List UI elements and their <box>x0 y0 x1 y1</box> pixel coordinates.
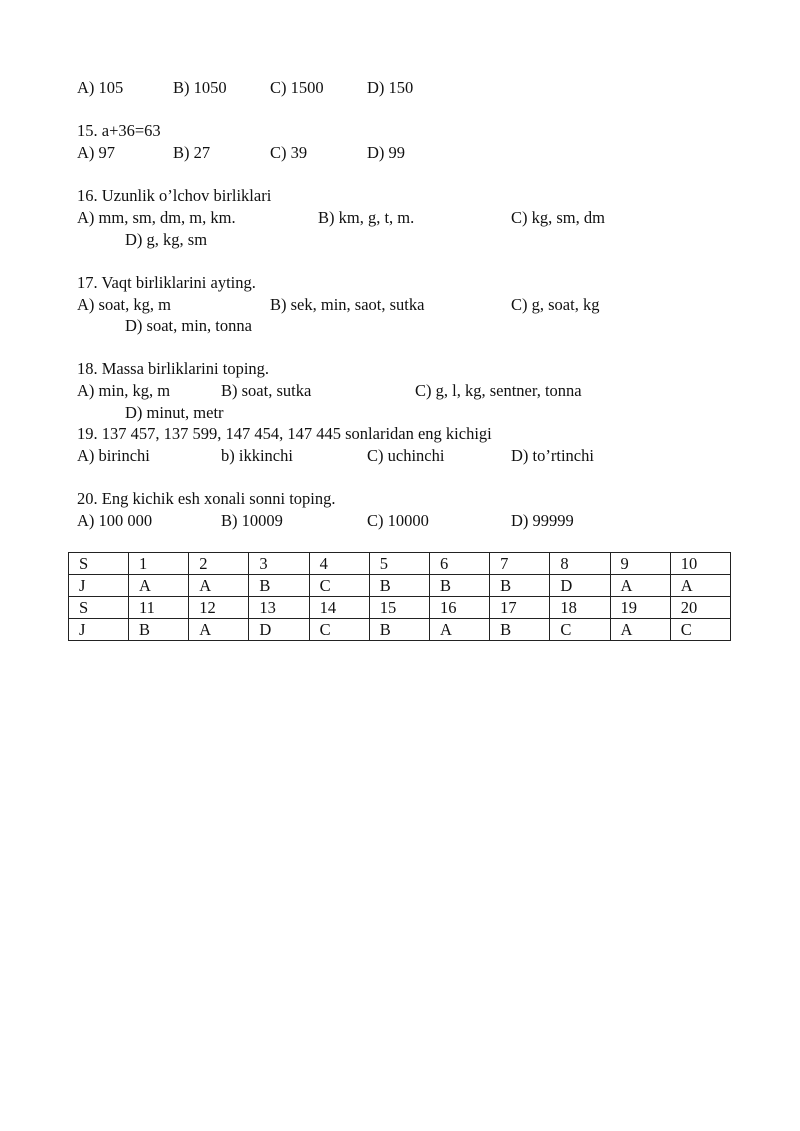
table-cell: 14 <box>309 597 369 619</box>
q18-option-a: A) min, kg, m <box>77 381 171 400</box>
table-cell: 11 <box>129 597 189 619</box>
q20-option-a: A) 100 000 <box>77 511 153 530</box>
table-cell: C <box>550 619 610 641</box>
table-cell: 7 <box>490 553 550 575</box>
table-cell: 5 <box>369 553 429 575</box>
table-cell: 17 <box>490 597 550 619</box>
answer-key-table <box>68 552 731 641</box>
table-cell: 8 <box>550 553 610 575</box>
q19-option-b: b) ikkinchi <box>221 446 293 465</box>
q16-option-c: C) kg, sm, dm <box>511 208 605 227</box>
q14-option-b: B) 1050 <box>173 78 227 97</box>
table-cell: 18 <box>550 597 610 619</box>
table-cell: S <box>69 597 129 619</box>
q19-option-c: C) uchinchi <box>367 446 445 465</box>
q17-option-d: D) soat, min, tonna <box>125 316 252 335</box>
table-cell: 9 <box>610 553 670 575</box>
q19-option-a: A) birinchi <box>77 446 150 465</box>
q20-option-b: B) 10009 <box>221 511 283 530</box>
q18-option-d: D) minut, metr <box>125 403 224 422</box>
table-cell: D <box>249 619 309 641</box>
table-cell: A <box>610 575 670 597</box>
q14-option-d: D) 150 <box>367 78 414 97</box>
table-row <box>69 619 731 641</box>
table-cell: B <box>369 619 429 641</box>
q20-question: 20. Eng kichik esh xonali sonni toping. <box>77 489 336 508</box>
q18-option-b: B) soat, sutka <box>221 381 312 400</box>
q17-option-a: A) soat, kg, m <box>77 295 171 314</box>
q14-option-a: A) 105 <box>77 78 124 97</box>
table-cell: C <box>309 619 369 641</box>
table-cell: 1 <box>129 553 189 575</box>
table-cell: 13 <box>249 597 309 619</box>
table-cell: B <box>429 575 489 597</box>
table-row <box>69 575 731 597</box>
table-cell: C <box>309 575 369 597</box>
q15-option-a: A) 97 <box>77 143 116 162</box>
q15-option-c: C) 39 <box>270 143 308 162</box>
q17-option-b: B) sek, min, saot, sutka <box>270 295 425 314</box>
table-cell: B <box>249 575 309 597</box>
table-cell: B <box>369 575 429 597</box>
table-cell: B <box>490 575 550 597</box>
table-cell: A <box>129 575 189 597</box>
table-cell: C <box>670 619 730 641</box>
table-cell: A <box>610 619 670 641</box>
table-row <box>69 597 731 619</box>
table-cell: B <box>129 619 189 641</box>
q16-question: 16. Uzunlik o’lchov birliklari <box>77 186 272 205</box>
table-cell: 12 <box>189 597 249 619</box>
table-cell: D <box>550 575 610 597</box>
table-cell: 10 <box>670 553 730 575</box>
q19-question: 19. 137 457, 137 599, 147 454, 147 445 sonlaridan eng kichigi <box>77 424 492 443</box>
q19-option-d: D) to’rtinchi <box>511 446 594 465</box>
table-cell: 16 <box>429 597 489 619</box>
q16-option-d: D) g, kg, sm <box>125 230 208 249</box>
q17-question: 17. Vaqt birliklarini ayting. <box>77 273 256 292</box>
q16-option-b: B) km, g, t, m. <box>318 208 415 227</box>
q20-option-c: C) 10000 <box>367 511 429 530</box>
table-cell: 15 <box>369 597 429 619</box>
table-cell: A <box>189 619 249 641</box>
table-cell: A <box>670 575 730 597</box>
table-cell: 3 <box>249 553 309 575</box>
q20-option-d: D) 99999 <box>511 511 574 530</box>
q18-option-c: C) g, l, kg, sentner, tonna <box>415 381 582 400</box>
q14-option-c: C) 1500 <box>270 78 324 97</box>
q15-question: 15. a+36=63 <box>77 121 161 140</box>
table-cell: A <box>429 619 489 641</box>
q16-option-a: A) mm, sm, dm, m, km. <box>77 208 236 227</box>
q18-question: 18. Massa birliklarini toping. <box>77 359 270 378</box>
table-cell: A <box>189 575 249 597</box>
table-cell: 20 <box>670 597 730 619</box>
table-cell: J <box>69 575 129 597</box>
table-cell: 19 <box>610 597 670 619</box>
table-cell: B <box>490 619 550 641</box>
table-cell: S <box>69 553 129 575</box>
table-cell: 4 <box>309 553 369 575</box>
table-cell: 6 <box>429 553 489 575</box>
table-row <box>69 553 731 575</box>
table-cell: J <box>69 619 129 641</box>
q17-option-c: C) g, soat, kg <box>511 295 600 314</box>
q15-option-b: B) 27 <box>173 143 211 162</box>
table-cell: 2 <box>189 553 249 575</box>
q15-option-d: D) 99 <box>367 143 406 162</box>
